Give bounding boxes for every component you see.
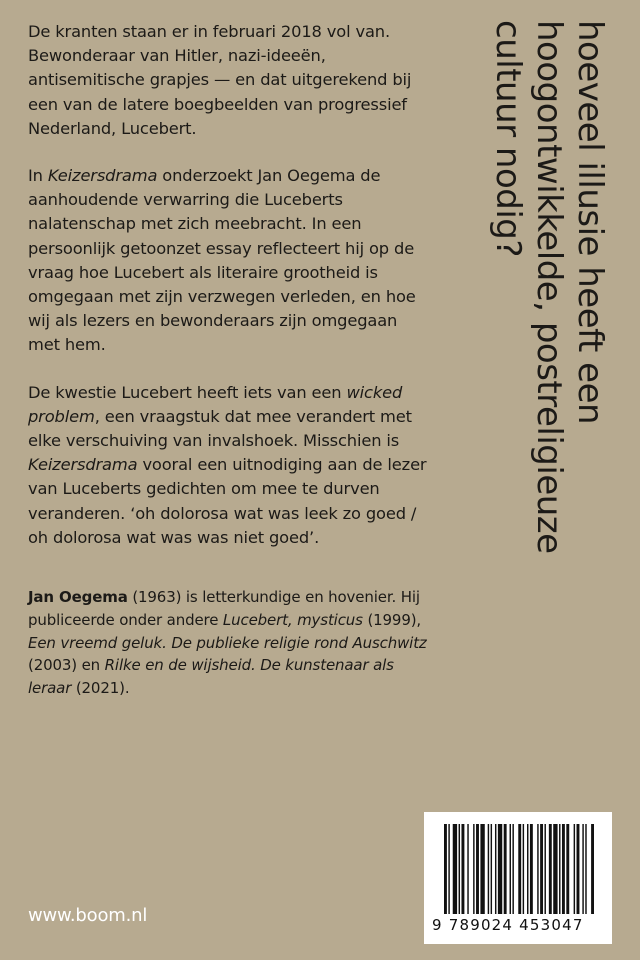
text-run: (2021). [71,679,130,698]
barcode-bar [467,824,468,914]
text-run: vooral een uitnodiging aan de lezer van Luceberts gedichten om mee te durven veranderen. ‘oh dolorosa wat was leek zo goed / oh dolorosa wat was was niet goed’. [28,455,427,547]
back-cover-blurb [28,20,428,723]
vertical-quote [487,20,610,600]
vertical-quote-line: cultuur nodig? [488,20,528,257]
barcode-bar [566,824,569,914]
barcode-bar [512,824,513,914]
barcode-bar [562,824,565,914]
bold-text: Jan Oegema [28,588,128,607]
text-run: In [28,166,48,186]
barcode-bar [461,824,464,914]
publisher-website[interactable]: www.boom.nl [28,905,148,926]
barcode-bar [591,824,594,914]
text-run: onderzoekt Jan Oegema de aanhoudende verwarring die Luceberts nalatenschap met zich meebracht. In een persoonlijk getoonzet essay reflecteert hij op de vraag hoe Lucebert als literaire grootheid is omgegaan met zijn verzwegen verleden, en hoe wij als lezers en bewonderaars zijn omgegaan met hem. [28,166,416,355]
barcode-bar [559,824,560,914]
barcode-bar [476,824,479,914]
vertical-quote-line: hoeveel illusie heeft een [570,20,610,425]
barcode-bar [491,824,492,914]
italic-text: Keizersdrama [28,455,138,475]
barcode-bar [582,824,583,914]
italic-text: Rilke en de wijsheid. De kunstenaar als leraar [28,656,394,698]
isbn-barcode [424,812,612,944]
barcode-bar [574,824,575,914]
italic-text: wicked problem [28,382,403,426]
isbn-number: 9 789024 453047 [432,916,584,934]
vertical-quote-line: hoogontwikkelde, postreligieuze [529,20,569,554]
barcode-bar [444,824,447,914]
barcode-bar [577,824,580,914]
barcode-bar [459,824,460,914]
text-run: De kwestie Lucebert heeft iets van een [28,382,347,402]
barcode-bar [498,824,502,914]
barcode-bar [540,824,543,914]
barcode-bar [544,824,545,914]
reflection-paragraph [28,381,428,550]
barcode-bar [510,824,511,914]
barcode-bar [480,824,484,914]
italic-text: Lucebert, mysticus [222,610,363,629]
barcode-bar [537,824,538,914]
barcode-bar [530,824,533,914]
barcode-bar [523,824,524,914]
text-run: (1999), [362,610,422,629]
barcode-bars [444,824,594,914]
barcode-bar [553,824,557,914]
text-run: (1963) is letterkundige en hovenier. Hij publiceerde onder andere [28,588,420,629]
barcode-bar [488,824,489,914]
barcode-bar [504,824,507,914]
text-run: De kranten staan er in februari 2018 vol van. Bewonderaar van Hitler, nazi-ideeën, antisemitische grapjes — en dat uitgerekend bij een van de latere boegbeelden van progressief Nederland, Lucebert. [28,22,412,138]
barcode-bar [495,824,496,914]
text-run: , een vraagstuk dat mee verandert met elke verschuiving van invalshoek. Misschien is [28,406,412,451]
barcode-bar [473,824,474,914]
barcode-bar [585,824,586,914]
intro-paragraph [28,20,428,141]
barcode-bar [527,824,528,914]
text-run: (2003) en [28,656,105,675]
barcode-bar [518,824,521,914]
vertical-quote-area [480,20,610,590]
barcode-bar [448,824,449,914]
barcode-bar [453,824,457,914]
italic-text: Keizersdrama [47,166,158,186]
description-paragraph [28,164,428,358]
italic-text: Een vreemd geluk. De publieke religie rond Auschwitz [28,633,427,652]
barcode-bar [549,824,552,914]
author-bio [28,586,428,700]
